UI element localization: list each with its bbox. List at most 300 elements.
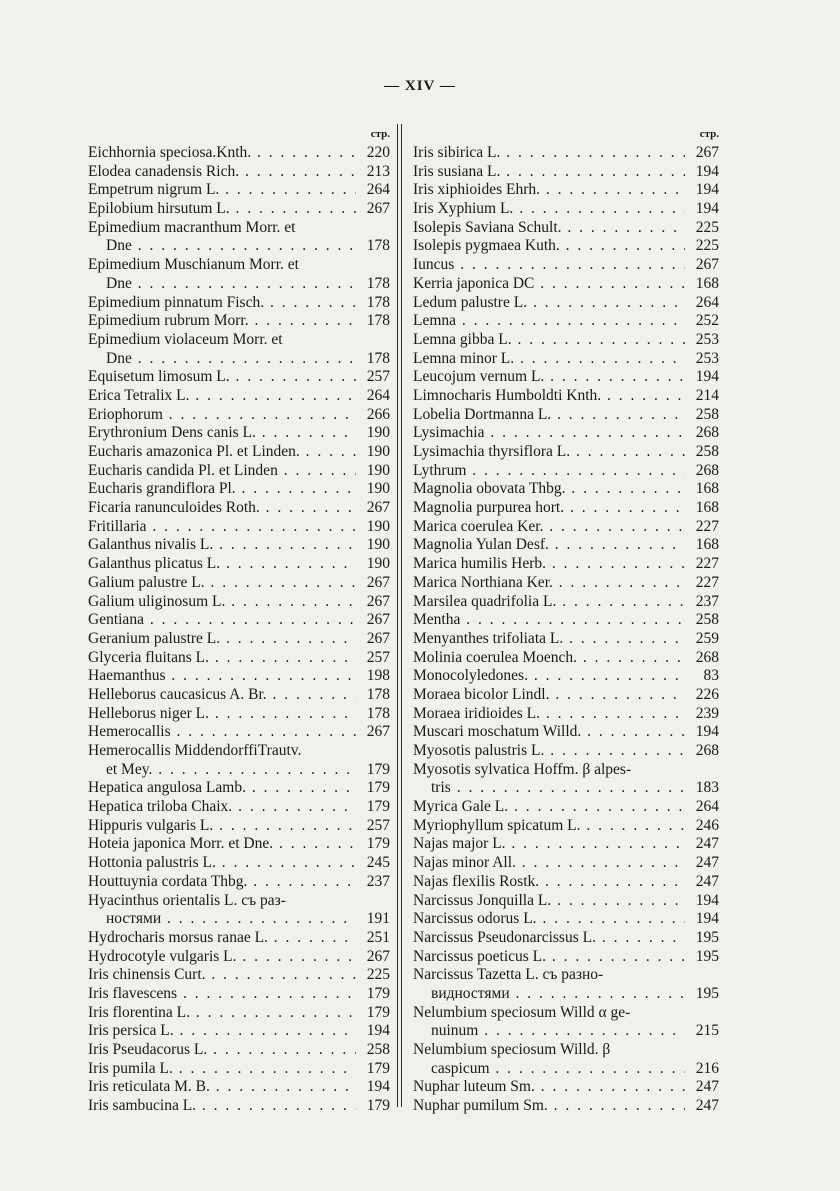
entry-name: Marica coerulea Ker. . . . — [413, 518, 685, 537]
index-entry — [413, 686, 719, 705]
index-entry — [413, 966, 719, 985]
entry-name: Magnolia Yulan Desf. . . . — [413, 536, 685, 555]
entry-page: 258 — [685, 611, 719, 630]
entry-page: 220 — [356, 144, 390, 163]
index-entry — [88, 387, 390, 406]
index-entry — [88, 480, 390, 499]
entry-page: 237 — [685, 593, 719, 612]
entry-name: Mentha . . . — [413, 611, 685, 630]
entry-page: 268 — [685, 742, 719, 761]
entry-name: Moraea bicolor Lindl. . . . — [413, 686, 685, 705]
page-column-label: стр. — [370, 128, 390, 140]
entry-name: Lobelia Dortmanna L. . . . — [413, 406, 685, 425]
index-entry — [413, 144, 719, 163]
entry-name: nuinum . . . — [431, 1022, 685, 1041]
entry-page: 190 — [356, 424, 390, 443]
index-entry — [88, 835, 390, 854]
entry-page: 267 — [356, 948, 390, 967]
entry-page: 179 — [356, 1060, 390, 1079]
entry-page: 194 — [685, 181, 719, 200]
index-entry — [88, 350, 390, 369]
entry-name: Narcissus poeticus L. . . . — [413, 948, 685, 967]
index-entry — [413, 574, 719, 593]
entry-page: 245 — [356, 854, 390, 873]
index-entry — [88, 1060, 390, 1079]
entry-name: Iris sibirica L. . . . — [413, 144, 685, 163]
entry-name: Equisetum limosum L. . . . — [88, 368, 356, 387]
entry-name: Houttuynia cordata Thbg. . . . — [88, 873, 356, 892]
entry-name: Nelumbium speciosum Willd. β — [413, 1041, 611, 1058]
index-entry — [88, 555, 390, 574]
entry-page: 178 — [356, 350, 390, 369]
entry-page: 264 — [685, 294, 719, 313]
index-entry — [88, 518, 390, 537]
index-entry — [88, 256, 390, 275]
entry-name: caspicum . . . — [431, 1060, 685, 1079]
index-entry — [413, 798, 719, 817]
index-entry — [413, 443, 719, 462]
entry-page: 267 — [685, 256, 719, 275]
index-entry — [413, 294, 719, 313]
entry-name: Geranium palustre L. . . . — [88, 630, 356, 649]
entry-page: 168 — [685, 275, 719, 294]
entry-name: Lemna . . . — [413, 312, 685, 331]
index-entry — [88, 200, 390, 219]
entry-page: 179 — [356, 985, 390, 1004]
entry-page: 246 — [685, 817, 719, 836]
entry-name: Elodea canadensis Rich. . . . — [88, 163, 356, 182]
entry-page: 257 — [356, 368, 390, 387]
index-entry — [88, 144, 390, 163]
entry-page: 178 — [356, 312, 390, 331]
entry-name: Iris florentina L. . . . — [88, 1004, 356, 1023]
entry-page: 258 — [685, 443, 719, 462]
entry-name: Nelumbium speciosum Willd α ge- — [413, 1003, 631, 1021]
entry-page: 247 — [685, 873, 719, 892]
index-entry — [88, 219, 390, 238]
entry-name: Epimedium violaceum Morr. et — [88, 330, 283, 348]
index-entry — [413, 873, 719, 892]
entry-page: 227 — [685, 574, 719, 593]
index-entry — [88, 649, 390, 668]
entry-page: 194 — [685, 163, 719, 182]
index-entry — [413, 723, 719, 742]
entry-name: et Mey. . . . — [106, 761, 356, 780]
entry-name: Galium palustre L. . . . — [88, 574, 356, 593]
index-entry — [88, 181, 390, 200]
index-entry — [413, 705, 719, 724]
entry-name: Eriophorum . . . — [88, 406, 356, 425]
entry-name: Hemerocallis . . . — [88, 723, 356, 742]
entry-page: 251 — [356, 929, 390, 948]
index-entry — [413, 667, 719, 686]
index-entry — [88, 779, 390, 798]
index-entry — [413, 779, 719, 798]
entry-page: 195 — [685, 985, 719, 1004]
entry-name: Lemna minor L. . . . — [413, 350, 685, 369]
index-entry — [88, 742, 390, 761]
index-entry — [88, 424, 390, 443]
index-column-right — [413, 126, 719, 1116]
entry-name: Hoteia japonica Morr. et Dne. . . . — [88, 835, 356, 854]
index-entry — [88, 929, 390, 948]
index-entry — [88, 294, 390, 313]
entry-name: Narcissus Tazetta L. съ разно- — [413, 966, 604, 984]
entry-page: 268 — [685, 424, 719, 443]
entry-name: Iris Xyphium L. . . . — [413, 200, 685, 219]
index-entry — [413, 312, 719, 331]
index-entry — [88, 1022, 390, 1041]
index-entry — [413, 331, 719, 350]
index-entry — [88, 966, 390, 985]
entry-name: Hemerocallis MiddendorffiTrautv. — [88, 742, 302, 759]
index-entry — [413, 948, 719, 967]
entry-page: 268 — [685, 462, 719, 481]
entry-page: 194 — [685, 368, 719, 387]
index-entry — [88, 406, 390, 425]
entry-name: Iris flavescens . . . — [88, 985, 356, 1004]
entry-name: Galanthus plicatus L. . . . — [88, 555, 356, 574]
entry-name: Najas flexilis Rostk. . . . — [413, 873, 685, 892]
index-entry — [413, 163, 719, 182]
entry-page: 247 — [685, 1078, 719, 1097]
entry-name: Dne . . . — [106, 275, 356, 294]
entry-name: Gentiana . . . — [88, 611, 356, 630]
entry-page: 215 — [685, 1022, 719, 1041]
index-entry — [88, 275, 390, 294]
entry-page: 225 — [685, 219, 719, 238]
entry-page: 190 — [356, 462, 390, 481]
entry-name: Marica humilis Herb. . . . — [413, 555, 685, 574]
entry-page: 267 — [356, 200, 390, 219]
index-entry — [88, 723, 390, 742]
entry-page: 267 — [356, 630, 390, 649]
index-entry — [88, 611, 390, 630]
index-entry — [413, 181, 719, 200]
index-entry — [88, 985, 390, 1004]
entry-name: Fritillaria . . . — [88, 518, 356, 537]
index-entry — [88, 499, 390, 518]
entry-name: Galium uliginosum L. . . . — [88, 593, 356, 612]
index-entry — [413, 368, 719, 387]
index-entry — [413, 1060, 719, 1079]
index-entry — [413, 854, 719, 873]
entry-page: 179 — [356, 798, 390, 817]
entry-name: Hepatica angulosa Lamb. . . . — [88, 779, 356, 798]
entry-name: Empetrum nigrum L. . . . — [88, 181, 356, 200]
index-entry — [413, 499, 719, 518]
index-entry — [88, 368, 390, 387]
entry-page: 179 — [356, 1097, 390, 1116]
entry-page: 190 — [356, 443, 390, 462]
entry-name: Nuphar pumilum Sm. . . . — [413, 1097, 685, 1116]
entry-name: ностями . . . — [106, 910, 356, 929]
index-entry — [88, 331, 390, 350]
entry-page: 179 — [356, 835, 390, 854]
entry-name: Myriophyllum spicatum L. . . . — [413, 817, 685, 836]
index-entry — [413, 611, 719, 630]
entry-page: 179 — [356, 779, 390, 798]
entry-page: 267 — [356, 574, 390, 593]
index-entry — [413, 480, 719, 499]
index-entry — [413, 761, 719, 780]
index-entry — [413, 536, 719, 555]
entry-page: 267 — [356, 499, 390, 518]
entry-page: 190 — [356, 518, 390, 537]
entry-name: tris . . . — [431, 779, 685, 798]
entry-name: Nuphar luteum Sm. . . . — [413, 1078, 685, 1097]
entry-page: 226 — [685, 686, 719, 705]
entry-name: Epilobium hirsutum L. . . . — [88, 200, 356, 219]
index-entry — [413, 1041, 719, 1060]
index-entry — [413, 910, 719, 929]
entry-name: видностями . . . — [431, 985, 685, 1004]
entry-page: 264 — [685, 798, 719, 817]
index-entry — [88, 948, 390, 967]
entry-name: Iuncus . . . — [413, 256, 685, 275]
entry-page: 194 — [356, 1078, 390, 1097]
index-entry — [88, 462, 390, 481]
page-column-label: стр. — [699, 128, 719, 140]
index-entry — [413, 200, 719, 219]
index-entry — [413, 256, 719, 275]
entry-name: Haemanthus . . . — [88, 667, 356, 686]
entry-name: Eucharis candida Pl. et Linden . . . — [88, 462, 356, 481]
entry-page: 247 — [685, 835, 719, 854]
entry-page: 216 — [685, 1060, 719, 1079]
entry-name: Ficaria ranunculoides Roth. . . . — [88, 499, 356, 518]
index-entry — [413, 817, 719, 836]
entry-page: 266 — [356, 406, 390, 425]
entry-name: Helleborus niger L. . . . — [88, 705, 356, 724]
entry-page: 195 — [685, 948, 719, 967]
entry-page: 168 — [685, 499, 719, 518]
entry-name: Lemna gibba L. . . . — [413, 331, 685, 350]
entry-name: Epimedium Muschianum Morr. et — [88, 256, 299, 274]
entry-page: 227 — [685, 555, 719, 574]
entry-name: Magnolia purpurea hort. . . . — [413, 499, 685, 518]
entry-page: 247 — [685, 854, 719, 873]
index-entry — [413, 406, 719, 425]
index-entry — [88, 1078, 390, 1097]
index-entry — [413, 630, 719, 649]
index-entry — [88, 593, 390, 612]
entry-page: 267 — [356, 593, 390, 612]
index-entries-right — [413, 144, 719, 1116]
entry-page: 267 — [685, 144, 719, 163]
entry-page: 194 — [685, 910, 719, 929]
index-entry — [88, 892, 390, 911]
entry-page: 178 — [356, 294, 390, 313]
entry-name: Hepatica triloba Chaix. . . . — [88, 798, 356, 817]
entry-page: 178 — [356, 705, 390, 724]
index-entry — [88, 761, 390, 780]
index-entry — [88, 667, 390, 686]
index-entry — [413, 462, 719, 481]
entry-name: Glyceria fluitans L. . . . — [88, 649, 356, 668]
entry-name: Moraea iridioides L. . . . — [413, 705, 685, 724]
entry-name: Epimedium pinnatum Fisch. . . . — [88, 294, 356, 313]
entry-page: 191 — [356, 910, 390, 929]
entry-page: 257 — [356, 649, 390, 668]
entry-name: Najas minor All. . . . — [413, 854, 685, 873]
entry-name: Molinia coerulea Moench. . . . — [413, 649, 685, 668]
entry-name: Isolepis pygmaea Kuth. . . . — [413, 237, 685, 256]
index-entry — [413, 1078, 719, 1097]
entry-name: Limnocharis Humboldti Knth. . . . — [413, 387, 685, 406]
entry-name: Dne . . . — [106, 350, 356, 369]
index-entry — [413, 742, 719, 761]
index-entry — [413, 929, 719, 948]
entry-name: Eichhornia speciosa.Knth. . . . — [88, 144, 356, 163]
entry-page: 83 — [685, 667, 719, 686]
entry-name: Myosotis sylvatica Hoffm. β alpes- — [413, 760, 632, 778]
entry-name: Iris reticulata M. B. . . . — [88, 1078, 356, 1097]
index-entry — [413, 387, 719, 406]
index-entry — [88, 873, 390, 892]
index-entry — [88, 1097, 390, 1116]
entry-page: 258 — [685, 406, 719, 425]
entry-name: Myrica Gale L. . . . — [413, 798, 685, 817]
entry-page: 225 — [356, 966, 390, 985]
index-entry — [413, 1004, 719, 1023]
index-entry — [88, 630, 390, 649]
index-entry — [88, 237, 390, 256]
entry-page: 179 — [356, 761, 390, 780]
index-entry — [88, 854, 390, 873]
entry-page: 258 — [356, 1041, 390, 1060]
entry-name: Hottonia palustris L. . . . — [88, 854, 356, 873]
index-entry — [413, 593, 719, 612]
index-entry — [413, 424, 719, 443]
entry-page: 247 — [685, 1097, 719, 1116]
entry-name: Erythronium Dens canis L. . . . — [88, 424, 356, 443]
entry-name: Epimedium macranthum Morr. et — [88, 218, 296, 236]
index-entry — [88, 536, 390, 555]
entry-name: Helleborus caucasicus A. Br. . . . — [88, 686, 356, 705]
index-entry — [413, 350, 719, 369]
entry-page: 264 — [356, 181, 390, 200]
entry-page: 253 — [685, 350, 719, 369]
entry-page: 257 — [356, 817, 390, 836]
entry-name: Galanthus nivalis L. . . . — [88, 536, 356, 555]
index-entry — [413, 518, 719, 537]
index-entry — [413, 219, 719, 238]
entry-name: Eucharis grandiflora Pl. . . . — [88, 480, 356, 499]
entry-name: Monocolyledones. . . . — [413, 667, 685, 686]
entry-page: 268 — [685, 649, 719, 668]
entry-name: Lysimachia thyrsiflora L. . . . — [413, 443, 685, 462]
entry-page: 237 — [356, 873, 390, 892]
index-entry — [88, 443, 390, 462]
entry-name: Lysimachia . . . — [413, 424, 685, 443]
entry-page: 267 — [356, 723, 390, 742]
entry-name: Lythrum . . . — [413, 462, 685, 481]
entry-name: Isolepis Saviana Schult. . . . — [413, 219, 685, 238]
entry-name: Iris Pseudacorus L. . . . — [88, 1041, 356, 1060]
index-entry — [413, 835, 719, 854]
entry-page: 213 — [356, 163, 390, 182]
index-entry — [88, 1041, 390, 1060]
index-entry — [88, 163, 390, 182]
entry-page: 178 — [356, 275, 390, 294]
page-number: — XIV — — [384, 78, 456, 94]
entry-name: Menyanthes trifoliata L. . . . — [413, 630, 685, 649]
entry-name: Magnolia obovata Thbg. . . . — [413, 480, 685, 499]
index-entry — [88, 1004, 390, 1023]
entry-name: Narcissus odorus L. . . . — [413, 910, 685, 929]
entry-name: Myosotis palustris L. . . . — [413, 742, 685, 761]
entry-name: Erica Tetralix L. . . . — [88, 387, 356, 406]
column-divider-left — [397, 124, 398, 1107]
entry-name: Iris persica L. . . . — [88, 1022, 356, 1041]
index-entry — [88, 312, 390, 331]
index-entry — [413, 985, 719, 1004]
index-entry — [88, 705, 390, 724]
entry-page: 214 — [685, 387, 719, 406]
index-entry — [88, 910, 390, 929]
entry-page: 252 — [685, 312, 719, 331]
entry-page: 183 — [685, 779, 719, 798]
index-entry — [413, 892, 719, 911]
index-column-left — [88, 126, 390, 1116]
entry-page: 194 — [685, 723, 719, 742]
entry-name: Marsilea quadrifolia L. . . . — [413, 593, 685, 612]
index-entry — [413, 649, 719, 668]
entry-name: Leucojum vernum L. . . . — [413, 368, 685, 387]
entry-name: Hydrocotyle vulgaris L. . . . — [88, 948, 356, 967]
entry-name: Muscari moschatum Willd. . . . — [413, 723, 685, 742]
entry-page: 178 — [356, 686, 390, 705]
entry-page: 225 — [685, 237, 719, 256]
entry-page: 190 — [356, 536, 390, 555]
entry-page: 195 — [685, 929, 719, 948]
index-entry — [413, 1097, 719, 1116]
entry-name: Narcissus Pseudonarcissus L. . . . — [413, 929, 685, 948]
index-entry — [88, 574, 390, 593]
entry-name: Ledum palustre L. . . . — [413, 294, 685, 313]
column-divider-right — [401, 124, 402, 1107]
entry-name: Epimedium rubrum Morr. . . . — [88, 312, 356, 331]
entry-page: 194 — [685, 892, 719, 911]
entry-name: Iris chinensis Curt. . . . — [88, 966, 356, 985]
entry-name: Narcissus Jonquilla L. . . . — [413, 892, 685, 911]
entry-page: 264 — [356, 387, 390, 406]
entry-name: Hydrocharis morsus ranae L. . . . — [88, 929, 356, 948]
entry-name: Dne . . . — [106, 237, 356, 256]
entry-page: 239 — [685, 705, 719, 724]
entry-name: Marica Northiana Ker. . . . — [413, 574, 685, 593]
entry-name: Kerria japonica DC . . . — [413, 275, 685, 294]
entry-page: 178 — [356, 237, 390, 256]
entry-page: 190 — [356, 555, 390, 574]
index-entry — [413, 555, 719, 574]
index-entry — [88, 798, 390, 817]
entry-page: 179 — [356, 1004, 390, 1023]
index-entry — [413, 275, 719, 294]
index-entry — [413, 237, 719, 256]
entry-name: Iris susiana L. . . . — [413, 163, 685, 182]
entry-name: Hyacinthus orientalis L. съ раз- — [88, 891, 286, 909]
entry-page: 194 — [685, 200, 719, 219]
index-entry — [413, 1022, 719, 1041]
entry-page: 168 — [685, 536, 719, 555]
entry-page: 267 — [356, 611, 390, 630]
index-entry — [88, 686, 390, 705]
entry-name: Hippuris vulgaris L. . . . — [88, 817, 356, 836]
entry-page: 227 — [685, 518, 719, 537]
entry-page: 190 — [356, 480, 390, 499]
